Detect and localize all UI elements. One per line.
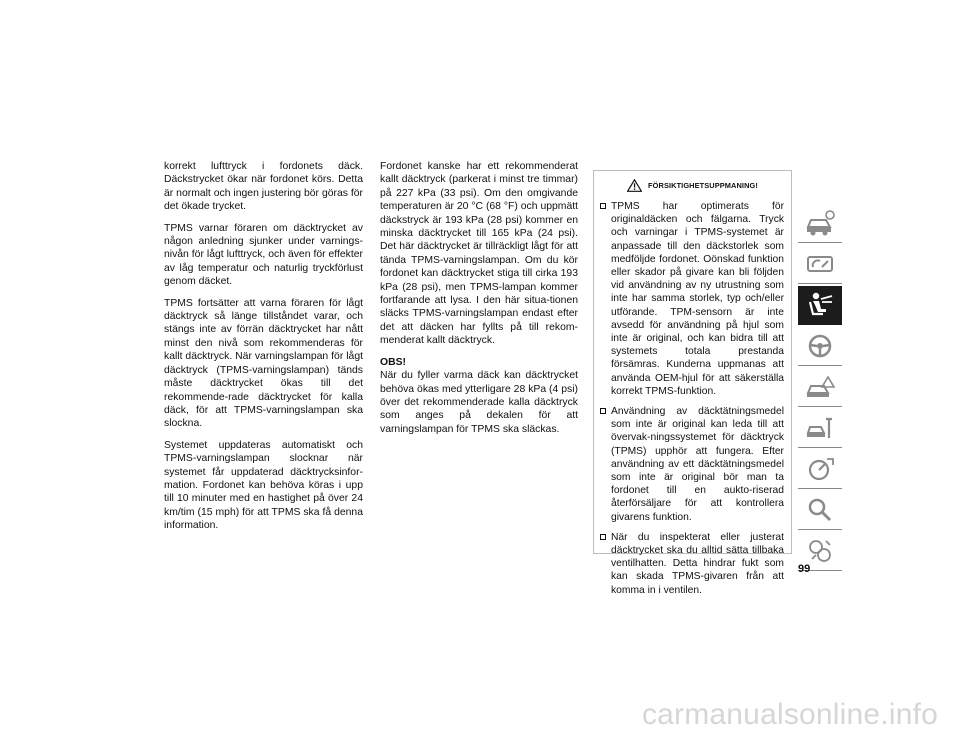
page-number: 99 <box>798 563 811 575</box>
tab-introduction[interactable] <box>798 204 842 243</box>
instrument-panel-icon <box>804 250 836 278</box>
warning-box <box>593 170 792 596</box>
emergency-car-icon <box>804 373 836 401</box>
paragraph: Fordonet kanske har ett rekommenderat kallt däcktryck (parkerat i minst tre timmar) på 227 kPa (33 psi). Om den omgivande temperaturen är 20 °C (68 °F) och uppmätt däckstryck är 193 kPa (28 psi) kommer en minska däcktrycket till 165 kPa (24 psi). Det här däcktrycket är tillräckligt lågt för att tända TPMS-varningslampan. Om du kör fordonet kan däcktrycket stiga till cirka 193 kPa (28 psi), men TPMS-lampan kommer fortfarande att lysa. I den här situa-tionen släcks TPMS-varningslampan endast efter det att däcken har fyllts på till rekom-menderat kallt däcktryck. <box>380 161 578 347</box>
paragraph: TPMS fortsätter att varna föraren för lågt däcktryck så länge tillståndet varar, och stängs inte av förrän däcktrycket har nått minst den nivå som rekommenderas för kallt däcktryck. När varningslampan för lågt däcktryck (TPMS-varningslampan) tänds måste däcktrycket ökas till det rekommende-rade däcktrycket för kalla däck, för att TPMS-varningslampan ska slockna. <box>164 297 363 430</box>
note-title: OBS! <box>380 356 406 368</box>
tab-servicing[interactable] <box>798 409 842 448</box>
bullet-square-icon <box>600 203 606 209</box>
text-column-middle <box>380 160 578 444</box>
steering-wheel-icon <box>804 332 836 360</box>
note-text: När du fyller varma däck kan däcktrycket behöva ökas med ytterligare 28 kPa (4 psi) över det rekommenderade kalla däcktryck som anges på dekalen för att varningslampan för TPMS ska släckas. <box>380 370 578 435</box>
warning-item: Användning av däcktätningsmedel som inte är original kan leda till att övervak-ningssystemet för däcktryck (TPMS) upphör att fungera. Efter användning av ett däcktätningsmedel som inte är original bör man ta fordonet till en aukto-riserad återförsäljare för att kontrollera givarens funktion. <box>594 405 791 524</box>
chapter-tabs <box>798 204 842 573</box>
tab-safety[interactable] <box>798 286 842 325</box>
specifications-gauge-icon <box>804 455 836 483</box>
search-index-icon <box>804 496 836 524</box>
paragraph: Systemet uppdateras automatiskt och TPMS-varningslampan slocknar när systemet får uppdaterad däcktrycksinfor-mation. Fordonet kan behöva köras i upp till 10 minuter med en hastighet på över 24 km/tim (15 mph) för att TPMS ska få denna information. <box>164 439 363 532</box>
warning-title: FÖRSIKTIGHETSUPPMANING! <box>648 181 758 190</box>
tab-emergency[interactable] <box>798 368 842 407</box>
service-tools-icon <box>804 414 836 442</box>
bullet-square-icon <box>600 408 606 414</box>
watermark[interactable]: carmanualsonline.info <box>641 698 938 731</box>
tab-instrument-panel[interactable] <box>798 245 842 284</box>
paragraph: TPMS varnar föraren om däcktrycket av någon anledning sjunker under varnings-nivån för lågt lufttryck, och även för effekter av låg temperatur och naturlig tryckförlust genom däcket. <box>164 222 363 288</box>
languages-icon <box>804 537 836 565</box>
warning-header <box>594 171 791 200</box>
paragraph: korrekt lufttryck i fordonets däck. Däckstrycket ökar när fordonet körs. Detta är normalt och ingen justering bör göras för det ökade trycket. <box>164 161 363 213</box>
warning-triangle-icon <box>627 179 642 192</box>
tab-index[interactable] <box>798 491 842 530</box>
safety-airbag-icon <box>804 290 836 320</box>
warning-item: TPMS har optimerats för originaldäcken och fälgarna. Tryck och varningar i TPMS-systemet är anpassade till den däckstorlek som medföljde fordonet. Oönskad funktion eller skador på givare kan bli följden vid användning av ny utrustning som inte har samma storlek, typ och/eller utförande. TPM-sensorn är inte avsedd för användning på hjul som inte är original, och kan bidra till att systemets totala prestanda försämras. Kunderna uppmanas att använda OEM-hjul för att säkerställa korrekt TPMS-funktion. <box>594 200 791 398</box>
text-column-left <box>164 160 363 541</box>
car-introduction-icon <box>804 209 836 237</box>
bullet-square-icon <box>600 534 606 540</box>
tab-specifications[interactable] <box>798 450 842 489</box>
warning-item: När du inspekterat eller justerat däcktrycket ska du alltid sätta tillbaka ventilhatten. Detta hindrar fukt som kan skada TPMS-givaren från att komma in i ventilen. <box>594 531 791 597</box>
tab-starting-operating[interactable] <box>798 327 842 366</box>
